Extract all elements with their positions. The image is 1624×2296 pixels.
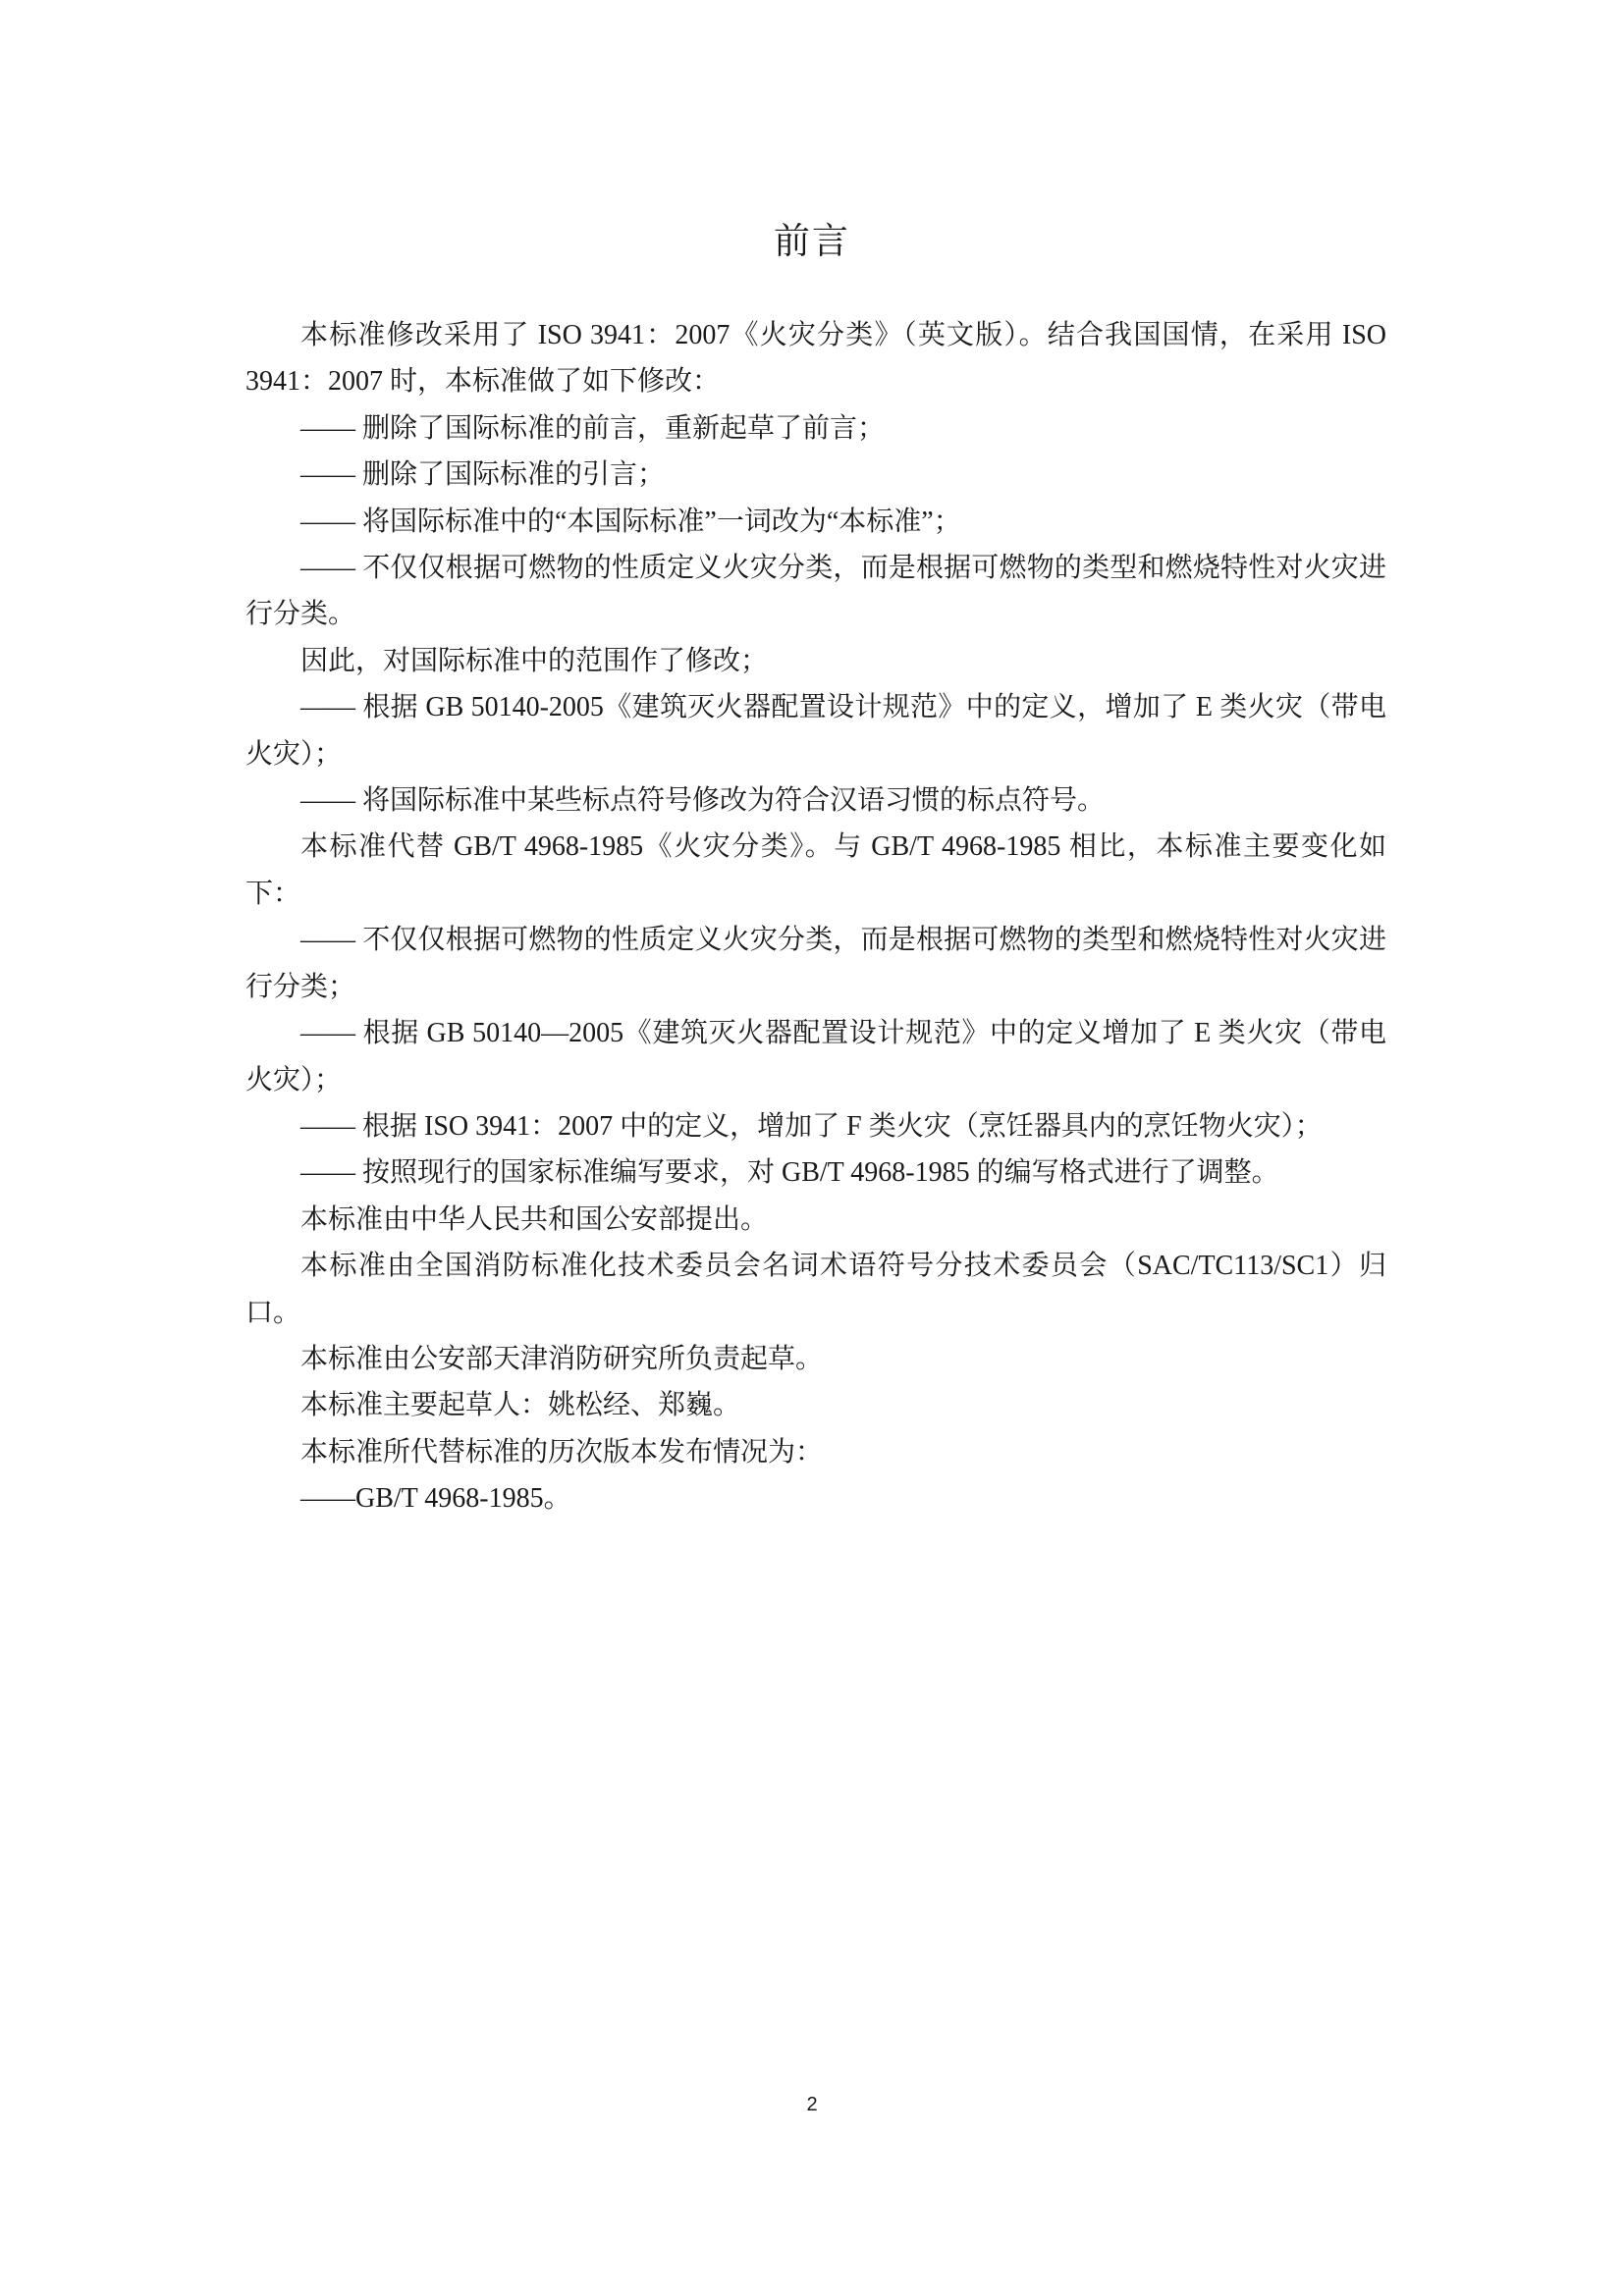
paragraph-modification-item: —— 根据 GB 50140-2005《建筑灭火器配置设计规范》中的定义，增加了 E 类火灾（带电火灾）；: [245, 692, 1386, 770]
paragraph-drafters: 本标准主要起草人：姚松经、郑巍。: [300, 1390, 741, 1421]
paragraph-change-item: —— 根据 GB 50140—2005《建筑灭火器配置设计规范》中的定义增加了 E 类火灾（带电火灾）；: [245, 1018, 1386, 1095]
preface-body: [245, 312, 1386, 1522]
paragraph-drafting-unit: 本标准由公安部天津消防研究所负责起草。: [300, 1343, 824, 1374]
paragraph-modification-item: —— 将国际标准中的“本国际标准”一词改为“本标准”；: [300, 506, 961, 537]
paragraph-modification-item: —— 删除了国际标准的前言，重新起草了前言；: [300, 412, 886, 444]
paragraph-modification-item: —— 删除了国际标准的引言；: [300, 459, 666, 491]
page-number: 2: [806, 2094, 818, 2115]
paragraph-scope-note: 因此，对国际标准中的范围作了修改；: [300, 645, 769, 676]
paragraph-adoption-statement: 本标准修改采用了 ISO 3941：2007《火灾分类》（英文版）。结合我国国情，在采用 ISO 3941：2007 时，本标准做了如下修改：: [245, 320, 1386, 398]
paragraph-modification-item: —— 将国际标准中某些标点符号修改为符合汉语习惯的标点符号。: [300, 785, 1106, 817]
paragraph-replacement-statement: 本标准代替 GB/T 4968-1985《火灾分类》。与 GB/T 4968-1985 相比，本标准主要变化如下：: [245, 831, 1386, 909]
paragraph-technical-committee: 本标准由全国消防标准化技术委员会名词术语符号分技术委员会（SAC/TC113/SC1）归口。: [245, 1251, 1386, 1328]
paragraph-modification-item: —— 不仅仅根据可燃物的性质定义火灾分类，而是根据可燃物的类型和燃烧特性对火灾进行分类。: [245, 553, 1386, 630]
paragraph-version-history-item: ——GB/T 4968-1985。: [300, 1483, 571, 1515]
paragraph-change-item: —— 按照现行的国家标准编写要求，对 GB/T 4968-1985 的编写格式进行了调整。: [300, 1157, 1279, 1189]
paragraph-change-item: —— 不仅仅根据可燃物的性质定义火灾分类，而是根据可燃物的类型和燃烧特性对火灾进行分类；: [245, 925, 1386, 1002]
paragraph-proposer: 本标准由中华人民共和国公安部提出。: [300, 1203, 769, 1235]
paragraph-change-item: —— 根据 ISO 3941：2007 中的定义，增加了 F 类火灾（烹饪器具内的烹饪物火灾）；: [300, 1110, 1323, 1142]
paragraph-version-history-heading: 本标准所代替标准的历次版本发布情况为：: [300, 1436, 824, 1468]
page-title: 前言: [774, 220, 850, 262]
